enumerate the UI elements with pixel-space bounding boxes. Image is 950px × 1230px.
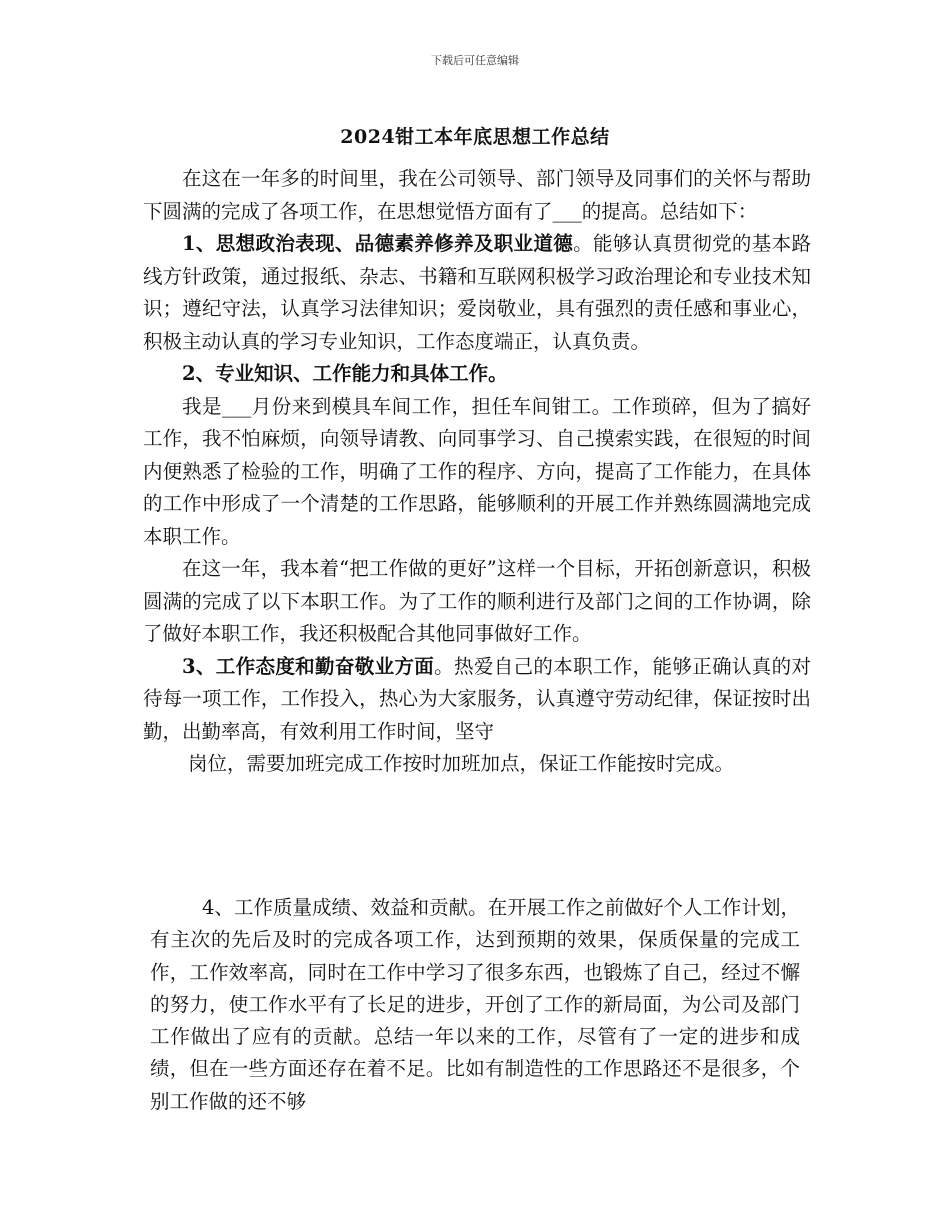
section-2-heading xyxy=(143,358,811,391)
document-body xyxy=(143,163,811,781)
section-3-heading: 3、工作态度和勤奋敬业方面 xyxy=(182,654,435,678)
section-3-continuation: 岗位，需要加班完成工作按时加班加点，保证工作能按时完成。 xyxy=(188,752,735,775)
section-1-heading: 1、思想政治表现、品德素养修养及职业道德 xyxy=(182,232,574,255)
section-2-heading-text: 2、专业知识、工作能力和具体工作。 xyxy=(182,362,508,385)
document-body-continued xyxy=(150,892,800,1118)
section-2-paragraph-1: 我是___月份来到模具车间工作，担任车间钳工。工作琐碎，但为了搞好工作，我不怕麻烦，向领导请教、向同事学习、自己摸索实践，在很短的时间内便熟悉了检验的工作，明确了工作的程序、方向，提高了工作能力，在具体的工作中形成了一个清楚的工作思路，能够顺利的开展工作并熟练圆满地完成本职工作。 xyxy=(143,394,811,548)
section-4-paragraph: 4、工作质量成绩、效益和贡献。在开展工作之前做好个人工作计划，有主次的先后及时的完成各项工作，达到预期的效果，保质保量的完成工作，工作效率高，同时在工作中学习了很多东西，也锻炼了自己，经过不懈的努力，使工作水平有了长足的进步，开创了工作的新局面，为公司及部门工作做出了应有的贡献。总结一年以来的工作，尽管有了一定的进步和成绩，但在一些方面还存在着不足。比如有制造性的工作思路还不是很多，个别工作做的还不够 xyxy=(150,896,800,1113)
section-1-body: 。能够认真贯彻党的基本路线方针政策，通过报纸、杂志、书籍和互联网积极学习政治理论和专业技术知识；遵纪守法，认真学习法律知识；爱岗敬业，具有强烈的责任感和事业心，积极主动认真的学习专业知识，工作态度端正，认真负责。 xyxy=(143,232,811,353)
section-3-body: 。热爱自己的本职工作，能够正确认真的对待每一项工作，工作投入，热心为大家服务，认真遵守劳动纪律，保证按时出勤，出勤率高，有效利用工作时间，坚守 xyxy=(143,654,811,743)
intro-paragraph: 在这在一年多的时间里，我在公司领导、部门领导及同事们的关怀与帮助下圆满的完成了各项工作，在思想觉悟方面有了___的提高。总结如下： xyxy=(143,167,811,223)
document-title: 2024钳工本年底思想工作总结 xyxy=(340,126,610,148)
section-1-paragraph xyxy=(143,228,811,358)
page-header-note: 下载后可任意编辑 xyxy=(431,54,519,67)
section-3-paragraph xyxy=(143,651,811,749)
section-2-paragraph-2: 在这一年，我本着“把工作做的更好”这样一个目标，开拓创新意识，积极圆满的完成了以下本职工作。为了工作的顺利进行及部门之间的工作协调，除了做好本职工作，我还积极配合其他同事做好工作。 xyxy=(143,557,811,645)
